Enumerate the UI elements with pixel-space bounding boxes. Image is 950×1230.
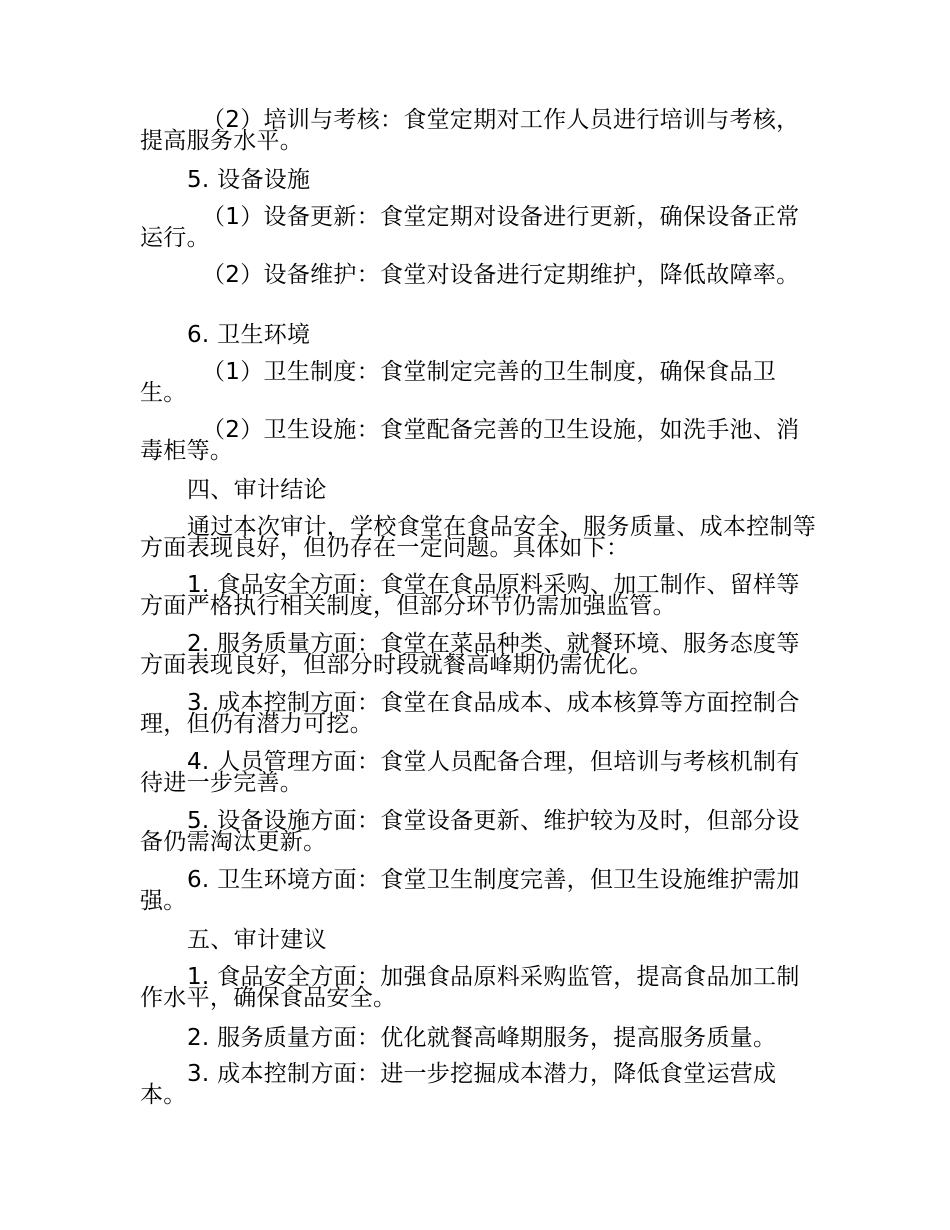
paragraph-conclusion-cost-control: 3. 成本控制方面：食堂在食品成本、成本核算等方面控制合理，但仍有潜力可挖。 [140, 690, 800, 737]
heading-hygiene-environment: 6. 卫生环境 [187, 322, 311, 348]
paragraph-equipment-update: （1）设备更新：食堂定期对设备进行更新，确保设备正常运行。 [140, 204, 800, 251]
paragraph-recommendation-food-safety: 1. 食品安全方面：加强食品原料采购监管，提高食品加工制作水平，确保食品安全。 [140, 964, 800, 1011]
heading-audit-conclusion: 四、审计结论 [187, 477, 327, 503]
paragraph-conclusion-food-safety: 1. 食品安全方面：食堂在食品原料采购、加工制作、留样等方面严格执行相关制度，但部分环节仍需加强监管。 [140, 572, 800, 619]
paragraph-hygiene-facilities: （2）卫生设施：食堂配备完善的卫生设施，如洗手池、消毒柜等。 [140, 417, 800, 464]
paragraph-conclusion-hygiene: 6. 卫生环境方面：食堂卫生制度完善，但卫生设施维护需加强。 [140, 867, 800, 914]
paragraph-conclusion-equipment: 5. 设备设施方面：食堂设备更新、维护较为及时，但部分设备仍需淘汰更新。 [140, 808, 800, 855]
paragraph-equipment-maintenance: （2）设备维护：食堂对设备进行定期维护，降低故障率。 [202, 262, 800, 288]
paragraph-conclusion-service-quality: 2. 服务质量方面：食堂在菜品种类、就餐环境、服务态度等方面表现良好，但部分时段就餐高峰期仍需优化。 [140, 631, 800, 678]
heading-equipment-facilities: 5. 设备设施 [187, 167, 311, 193]
paragraph-conclusion-intro: 通过本次审计，学校食堂在食品安全、服务质量、成本控制等方面表现良好，但仍存在一定问题。具体如下： [140, 514, 817, 561]
paragraph-hygiene-system: （1）卫生制度：食堂制定完善的卫生制度，确保食品卫生。 [140, 359, 777, 406]
heading-audit-recommendations: 五、审计建议 [187, 927, 327, 953]
paragraph-conclusion-staff-management: 4. 人员管理方面：食堂人员配备合理，但培训与考核机制有待进一步完善。 [140, 749, 800, 796]
paragraph-training-assessment: （2）培训与考核：食堂定期对工作人员进行培训与考核，提高服务水平。 [140, 107, 800, 154]
paragraph-recommendation-service-quality: 2. 服务质量方面：优化就餐高峰期服务，提高服务质量。 [187, 1025, 777, 1051]
paragraph-recommendation-cost-control: 3. 成本控制方面：进一步挖掘成本潜力，降低食堂运营成本。 [140, 1061, 777, 1108]
